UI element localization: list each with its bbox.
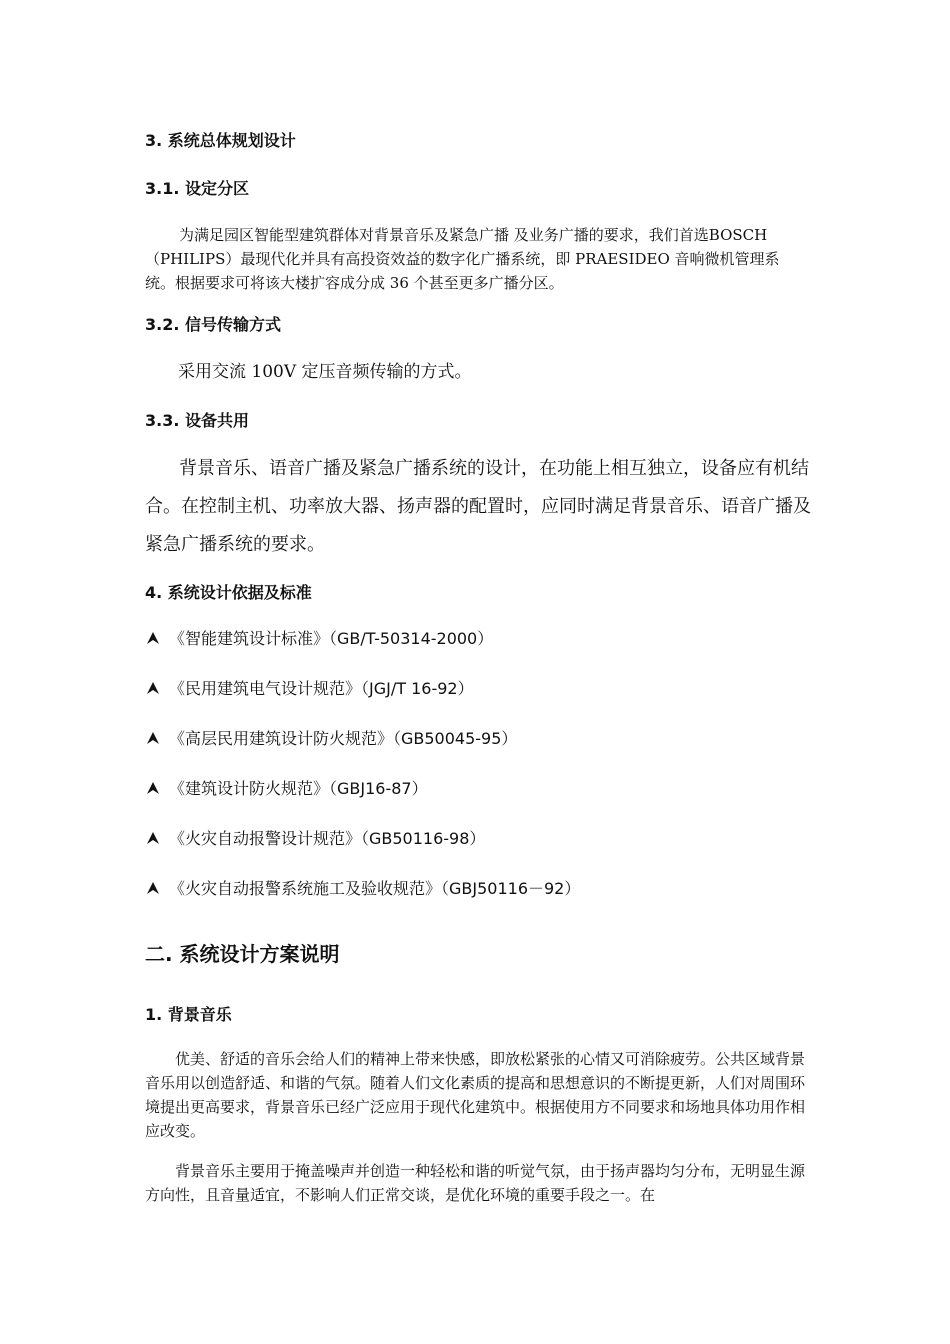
arrowhead-bullet-icon xyxy=(145,630,161,646)
section-3-heading: 3. 系统总体规划设计 xyxy=(145,131,296,150)
standard-item xyxy=(145,776,428,799)
standard-item xyxy=(145,676,474,699)
section-3-3-heading: 3.3. 设备共用 xyxy=(145,411,249,430)
section-4-heading: 4. 系统设计依据及标准 xyxy=(145,583,312,602)
chapter-2-1-para2: 背景音乐主要用于掩盖噪声并创造一种轻松和谐的听觉气氛，由于扬声器均匀分布，无明显生源方向性，且音量适宜，不影响人们正常交谈，是优化环境的重要手段之一。在 xyxy=(145,1162,806,1204)
chapter-2-1-para1: 优美、舒适的音乐会给人们的精神上带来快感，即放松紧张的心情又可消除疲劳。公共区域背景音乐用以创造舒适、和谐的气氛。随着人们文化素质的提高和思想意识的不断提更新，人们对周围环境提出更高要求，背景音乐已经广泛应用于现代化建筑中。根据使用方不同要求和场地具体功用作相应改变。 xyxy=(145,1050,806,1140)
standard-item xyxy=(145,876,580,899)
arrowhead-bullet-icon xyxy=(145,880,161,896)
standard-item xyxy=(145,626,493,649)
standard-item-text: 《智能建筑设计标准》（GB/T-50314-2000） xyxy=(169,629,494,648)
standard-item-text: 《火灾自动报警设计规范》（GB50116-98） xyxy=(169,829,486,848)
chapter-2-heading: 二. 系统设计方案说明 xyxy=(145,942,340,966)
standard-item xyxy=(145,726,517,749)
section-3-1-heading: 3.1. 设定分区 xyxy=(145,179,249,198)
arrowhead-bullet-icon xyxy=(145,680,161,696)
arrowhead-bullet-icon xyxy=(145,730,161,746)
arrowhead-bullet-icon xyxy=(145,830,161,846)
section-3-2-body: 采用交流 100V 定压音频传输的方式。 xyxy=(178,362,472,382)
section-3-1-body: 为满足园区智能型建筑群体对背景音乐及紧急广播 及业务广播的要求，我们首选BOSCH（PHILIPS）最现代化并具有高投资效益的数字化广播系统，即 PRAESIDEO 音响微机管理系统。根据要求可将该大楼扩容成分成 36 个甚至更多广播分区。 xyxy=(145,226,780,292)
arrowhead-bullet-icon xyxy=(145,780,161,796)
standard-item xyxy=(145,826,485,849)
section-3-2-heading: 3.2. 信号传输方式 xyxy=(145,315,281,334)
standard-item-text: 《建筑设计防火规范》（GBJ16-87） xyxy=(169,779,428,798)
standard-item-text: 《高层民用建筑设计防火规范》（GB50045-95） xyxy=(169,729,518,748)
section-3-3-body: 背景音乐、语音广播及紧急广播系统的设计，在功能上相互独立，设备应有机结合。在控制主机、功率放大器、扬声器的配置时，应同时满足背景音乐、语音广播及紧急广播系统的要求。 xyxy=(145,458,811,555)
standard-item-text: 《民用建筑电气设计规范》（JGJ/T 16-92） xyxy=(169,679,474,698)
chapter-2-1-heading: 1. 背景音乐 xyxy=(145,1005,232,1024)
standard-item-text: 《火灾自动报警系统施工及验收规范》（GBJ50116－92） xyxy=(169,879,581,898)
